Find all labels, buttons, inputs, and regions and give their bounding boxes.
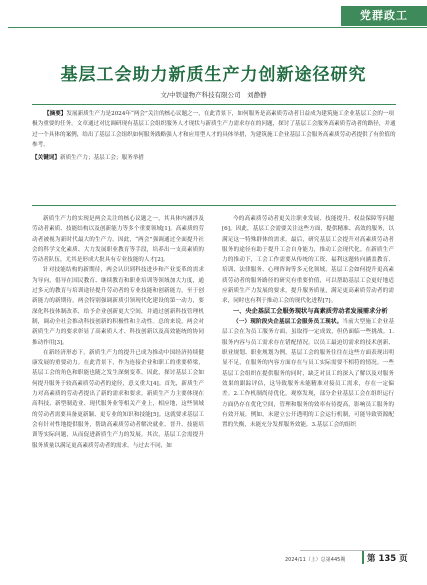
subsection-heading: （一）现阶段央企基层工会服务员工现状。 [233,319,343,326]
right-column [222,214,394,430]
abstract-text: 发展新质生产力是2024年“两会”关注的核心议题之一，在此背景下，如何服务是高素质劳动者日益成为建筑施工企业基层工会的一项极为重要的任务。文章通过对比调研现有基层工会组织服务人才现状与新质生产力需求存在的问题，探讨了基层工会服务高素质劳动者的路径，并通过一个具体的案例，给出了基层工会组织如何服务践略强人才和应用型人才的具体举措，为建筑施工企业基层工会服务高素质劳动者提供了有价值的参考。 [32,111,396,149]
subsection-text: 当前大型施工企业基层工会在为员工服务方面，虽取得一定成效，但仍面临一些挑战。1.服务内容与员工需求存在错配情况。以员工最迫切需求的技术创新、职业规划、职业规划为例，基层工会的服务往往在这些方面表现出明显不足，在服务的内容方面存在与员工实际需要不相符的情况。一些基层工会组织在提供服务的同时，缺乏对员工的深入了解以及对服务效果的跟踪评估，这导致服务未能精准对接员工需求，存在一定偏差。2.工作机制尚待优化。观察发现，部分企业基层工会在组织运行方面仍存在优化空间，管理和服务的效率有待提高，影响员工服务的有效开展。例如，未建立公开透明的工会运行机制，可能导致资源配置的失衡，未能充分发挥服务效能。3.基层工会的组织 [222,319,394,429]
footer-rule [300,550,400,551]
article-title: 基层工会助力新质生产力创新途径研究 [60,65,367,85]
body-paragraph: 在新经济形态下，新质生产力的提升已成为推动中国经济持续健康发展的重要动力。在此背景下，作为连接企业和职工的重要桥梁，基层工会的角色和职能也随之发生深刻变革。因此，探讨基层工会如何提升服务于较高素质劳动者的途径，意义重大[4]。首先，新质生产力对高素质的劳动者提出了新的需求和要求。新质生产力主要体现在高科技、新型制造业、现代服务业等相关产业上，相应地，这些领域的劳动者需要具备更新颖、更专业的知识和技能[5]。这就要求基层工会有针对性地提供服务，帮助高素质劳动者解决就业、晋升、技能培训等实际问题，从而促进新质生产力的发展。其次，基层工会需提升服务质量以满足更高素质劳动者的需求。与过去不同，如 [32,349,204,449]
body-paragraph: 新质生产力的实现是两会关注的核心议题之一，其具体内涵涉及劳动者素质、技能结构以及创新能力等多个重要领域[1]。高素质的劳动者被视为新时代最大的生产力。因此，“两会”强调通过全面提升社会的科学文化素质、大力发展职业教育等手段，培养出一支高素质的劳动者队伍，尤其是形成大批具有专业技能的人才[2]。 [32,216,204,264]
subsection-paragraph [222,317,394,430]
body-paragraph: 今的高素质劳动者更关注职业发展、技能提升、权益保障等问题[6]。因此，基层工会需要关注这些方面，提供精准、高效的服务，以满足这一特殊群体的需求。最后，研究基层工会提升对高素质劳动者服务的途径有助于提升工会自身能力，推动工会现代化。在新质生产力的推动下，工会工作需要从传统的工资、福利这题转向涵盖教育、培训、法律服务、心理咨询等多元化领域。基层工会如何提升更高素质劳动者的服务路径的研究有重要价值，可以帮助基层工会更好地适应新质生产力发展的要求，提升服务质量，满足更高素质劳动者的需求，同时也有利于推动工会的现代化进程[7]。 [222,216,394,305]
author-line: 文/中铁建物产科技有限公司 刘静静 [160,91,267,99]
issue-info: 2024/11（上）总第445期 [285,557,346,563]
abstract-divider [32,205,396,206]
abstract-box [32,104,396,163]
page-number: 第 135 页 [367,554,408,564]
abstract-label: 【摘要】 [44,111,67,117]
keywords-text: 新质生产力；基层工会；服务举措 [59,154,144,161]
keywords-label: 【关键词】 [32,154,60,161]
body-paragraph: 针对技能结构的新期待，两会认识到科技进步和产业变革的需求为导向，倡导在国民教育、继续教育和职业培训等领域加大力度，通过多元的教育与培训途径提升劳动者的专业技能和创新能力，至于创新能力的新期待，两会特别强调新质引领现代化建设的第一动力，要深化科技体制改革，给予企业创新更大空间，并通过创新科技管理机制，调动全社会推动科技创新的积极性和主动性。总的来说，两会对新质生产力的要求彰显了高素质人才、科技创新以及高效能统的协同推动作用[3]。 [32,267,204,346]
left-column [32,214,204,451]
column-tag: 党群政工 [341,6,427,26]
header-rule [8,27,427,28]
keywords-paragraph [32,153,396,163]
abstract-paragraph [32,109,396,151]
section-heading: 一、央企基层工会服务现状与高素质劳动者发展需求分析 [233,307,388,315]
page-number-bar [362,551,364,564]
